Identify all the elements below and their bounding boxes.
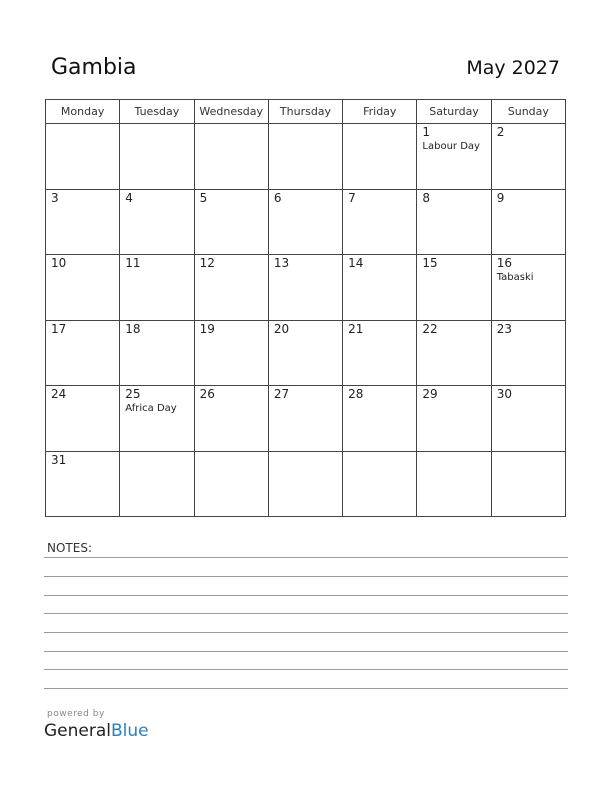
week-row <box>46 451 566 517</box>
day-cell-content <box>120 321 193 386</box>
notes-line <box>44 595 568 596</box>
day-number: 5 <box>199 190 208 205</box>
day-cell-content <box>195 452 268 517</box>
day-cell-content <box>120 386 193 451</box>
day-cell-content <box>417 452 490 517</box>
day-number: 27 <box>273 387 290 401</box>
day-number: 30 <box>496 387 512 401</box>
calendar-grid <box>45 99 566 517</box>
day-cell-content <box>343 255 416 320</box>
day-number: 13 <box>273 256 290 270</box>
day-number: 31 <box>51 452 67 467</box>
day-number: 21 <box>348 321 364 336</box>
day-cell-content <box>417 124 490 189</box>
day-cell-content <box>269 190 342 255</box>
day-cell-content <box>492 452 565 517</box>
day-cell <box>46 451 120 517</box>
notes-line <box>44 576 568 577</box>
day-cell <box>268 451 342 517</box>
day-cell <box>268 124 342 190</box>
day-cell-content <box>195 386 268 451</box>
day-cell-content <box>46 124 119 189</box>
notes-line <box>44 557 568 558</box>
day-cell-content <box>120 124 193 189</box>
day-cell-content <box>492 124 565 189</box>
weekday-tuesday: Tuesday <box>120 100 194 124</box>
day-cell <box>46 386 120 452</box>
week-row <box>46 189 566 255</box>
day-cell-content <box>46 190 119 255</box>
day-number: 9 <box>496 190 505 205</box>
day-cell <box>491 189 565 255</box>
week-row <box>46 124 566 190</box>
day-number: 20 <box>273 321 290 336</box>
day-cell <box>46 255 120 321</box>
day-cell-content <box>46 452 119 517</box>
weekday-sunday: Sunday <box>491 100 565 124</box>
day-number: 7 <box>348 190 356 205</box>
brand-blue: Blue <box>111 721 149 741</box>
day-cell-content <box>417 386 490 451</box>
day-cell-content <box>46 255 119 320</box>
notes-line <box>44 669 568 670</box>
holiday-label: Labour Day <box>422 141 480 152</box>
day-cell <box>491 124 565 190</box>
day-cell <box>120 451 194 517</box>
day-cell <box>343 189 417 255</box>
day-cell <box>343 124 417 190</box>
week-row <box>46 386 566 452</box>
day-cell <box>417 386 491 452</box>
day-cell <box>343 386 417 452</box>
day-cell <box>46 320 120 386</box>
day-cell <box>417 451 491 517</box>
day-cell-content <box>120 190 193 255</box>
powered-by-text: powered by <box>47 709 105 719</box>
day-cell-content <box>417 255 490 320</box>
day-number: 17 <box>51 321 67 336</box>
day-number: 12 <box>199 256 215 270</box>
day-cell <box>417 124 491 190</box>
day-cell-content <box>269 386 342 451</box>
day-cell-content <box>492 321 565 386</box>
day-cell <box>343 255 417 321</box>
day-cell <box>268 320 342 386</box>
day-cell-content <box>269 321 342 386</box>
day-cell <box>120 189 194 255</box>
day-number: 15 <box>422 256 438 270</box>
day-cell <box>46 189 120 255</box>
day-cell <box>417 189 491 255</box>
day-cell-content <box>195 321 268 386</box>
day-number: 8 <box>422 190 431 205</box>
day-cell-content <box>195 190 268 255</box>
day-number: 18 <box>125 321 141 336</box>
day-cell <box>120 386 194 452</box>
brand-general: General <box>44 721 111 741</box>
day-cell-content <box>120 452 193 517</box>
day-number: 4 <box>125 190 133 205</box>
notes-line <box>44 651 568 652</box>
day-number: 6 <box>273 190 282 205</box>
day-cell-content <box>120 255 193 320</box>
holiday-label: Tabaski <box>496 272 534 283</box>
day-number: 23 <box>496 321 512 336</box>
day-number: 2 <box>496 125 505 139</box>
day-cell-content <box>343 452 416 517</box>
day-number: 24 <box>51 387 67 401</box>
notes-label: NOTES: <box>47 541 92 555</box>
day-cell <box>194 255 268 321</box>
day-cell <box>491 320 565 386</box>
day-cell-content <box>46 386 119 451</box>
day-number: 26 <box>199 387 215 401</box>
day-number: 22 <box>422 321 438 336</box>
week-row <box>46 320 566 386</box>
day-cell-content <box>269 255 342 320</box>
day-cell <box>417 255 491 321</box>
day-number: 25 <box>125 387 141 401</box>
holiday-label: Africa Day <box>125 403 177 414</box>
notes-line <box>44 613 568 614</box>
day-cell <box>268 255 342 321</box>
week-row <box>46 255 566 321</box>
day-cell-content <box>269 452 342 517</box>
day-number: 29 <box>422 387 438 401</box>
day-cell <box>120 255 194 321</box>
day-cell-content <box>343 321 416 386</box>
day-cell <box>417 320 491 386</box>
day-cell-content <box>343 190 416 255</box>
day-cell <box>194 124 268 190</box>
day-cell-content <box>492 190 565 255</box>
day-cell-content <box>343 386 416 451</box>
day-cell <box>194 189 268 255</box>
day-cell <box>120 124 194 190</box>
weekday-wednesday: Wednesday <box>194 100 268 124</box>
day-cell-content <box>195 124 268 189</box>
day-cell <box>343 320 417 386</box>
day-cell <box>343 451 417 517</box>
calendar-body <box>46 124 566 517</box>
month-year-title: May 2027 <box>466 57 560 79</box>
day-number: 10 <box>51 256 67 270</box>
day-cell-content <box>343 124 416 189</box>
day-number: 16 <box>496 256 512 270</box>
day-cell-content <box>417 190 490 255</box>
day-number: 19 <box>199 321 215 336</box>
day-cell-content <box>492 255 565 320</box>
day-cell-content <box>269 124 342 189</box>
day-cell <box>120 320 194 386</box>
day-cell <box>194 451 268 517</box>
day-cell <box>194 386 268 452</box>
day-cell-content <box>492 386 565 451</box>
day-cell <box>194 320 268 386</box>
day-number: 1 <box>422 125 431 139</box>
day-cell <box>491 255 565 321</box>
day-number: 3 <box>51 190 59 205</box>
notes-line <box>44 632 568 633</box>
notes-line <box>44 688 568 689</box>
weekday-header-row <box>46 100 566 124</box>
day-number: 14 <box>348 256 364 270</box>
day-cell <box>491 386 565 452</box>
day-cell-content <box>46 321 119 386</box>
day-number: 11 <box>125 256 141 270</box>
day-cell-content <box>195 255 268 320</box>
day-cell <box>491 451 565 517</box>
weekday-friday: Friday <box>343 100 417 124</box>
day-cell <box>268 189 342 255</box>
day-number: 28 <box>348 387 364 401</box>
day-cell <box>46 124 120 190</box>
weekday-monday: Monday <box>46 100 120 124</box>
day-cell-content <box>417 321 490 386</box>
brand-logo <box>44 721 149 741</box>
weekday-saturday: Saturday <box>417 100 491 124</box>
weekday-thursday: Thursday <box>268 100 342 124</box>
country-title: Gambia <box>51 55 137 80</box>
day-cell <box>268 386 342 452</box>
